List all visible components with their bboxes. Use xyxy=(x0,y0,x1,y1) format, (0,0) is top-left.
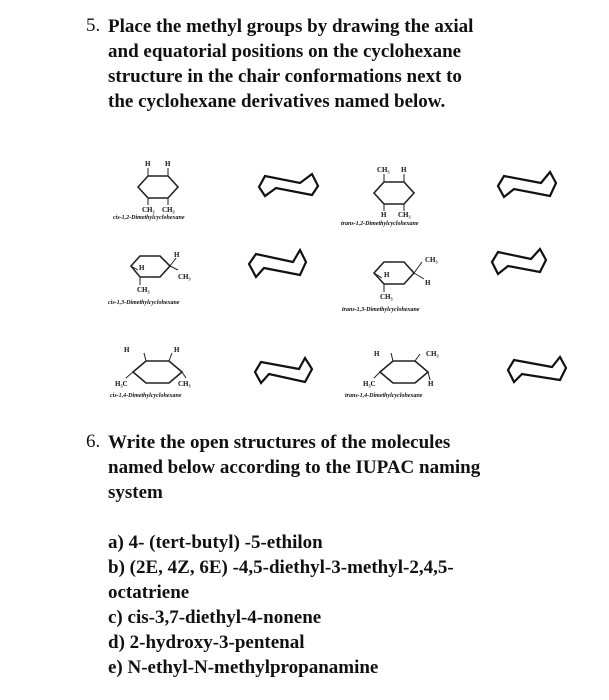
hexagon-ring xyxy=(374,262,414,284)
bond-line xyxy=(144,353,146,361)
bond-line xyxy=(126,372,133,378)
question-5-line: structure in the chair conformations next to xyxy=(108,66,462,87)
hexagon-ring xyxy=(133,361,182,383)
structure-caption: cis-1,2-Dimethylcyclohexane xyxy=(113,215,185,221)
list-item: d) 2-hydroxy-3-pentenal xyxy=(108,632,305,653)
list-item: a) 4- (tert-butyl) -5-ethilon xyxy=(108,532,323,553)
substituent-label: CH₃ xyxy=(426,350,439,358)
question-6-line: system xyxy=(108,482,163,503)
question-6-text xyxy=(108,430,480,505)
structure-trans-1-3 xyxy=(342,256,438,313)
substituent-label: H xyxy=(145,160,151,168)
bond-line xyxy=(169,353,172,361)
hexagon-ring xyxy=(131,256,170,277)
structure-caption: trans-1,2-Dimethylcyclohexane xyxy=(341,221,419,227)
substituent-label: CH₃ xyxy=(377,166,390,174)
substituent-label: CH₃ xyxy=(398,211,411,219)
substituent-label: H xyxy=(381,211,387,219)
structure-caption: trans-1,3-Dimethylcyclohexane xyxy=(342,307,420,313)
substituent-label: H xyxy=(124,346,130,354)
substituent-label: CH₃ xyxy=(380,293,393,301)
answer-list xyxy=(108,530,454,680)
bond-line xyxy=(414,273,424,279)
bond-line xyxy=(182,372,186,378)
structure-cis-1-4 xyxy=(110,346,191,399)
structure-trans-1-4 xyxy=(345,350,439,399)
list-item: b) (2E, 4Z, 6E) -4,5-diethyl-3-methyl-2,4,5- xyxy=(108,557,454,578)
substituent-label: H xyxy=(425,279,431,287)
bond-line xyxy=(391,353,393,361)
chair-conformation xyxy=(255,358,312,383)
substituent-label: CH₃ xyxy=(162,206,175,214)
question-5-line: and equatorial positions on the cyclohexane xyxy=(108,41,462,62)
question-5-number: 5. xyxy=(86,15,101,36)
list-item: e) N-ethyl-N-methylpropanamine xyxy=(108,657,379,678)
substituent-label: CH₃ xyxy=(178,380,191,388)
substituent-label: H xyxy=(428,380,434,388)
chair-conformation xyxy=(249,250,306,277)
list-item: octatriene xyxy=(108,582,190,603)
substituent-label: H xyxy=(174,251,180,259)
substituent-label: H xyxy=(384,271,390,279)
bond-line xyxy=(170,266,178,270)
structure-cis-1-3 xyxy=(108,251,191,306)
substituent-label: H xyxy=(401,166,407,174)
substituent-label: H xyxy=(374,350,380,358)
substituent-label: CH₃ xyxy=(142,206,155,214)
question-6-number: 6. xyxy=(86,431,101,452)
substituent-label: H₃C xyxy=(115,380,128,388)
chair-conformation xyxy=(259,174,318,196)
structure-caption: trans-1,4-Dimethylcyclohexane xyxy=(345,393,423,399)
hexagon-ring xyxy=(380,361,428,383)
substituent-label: CH₃ xyxy=(425,256,438,264)
hexagon-ring xyxy=(138,176,178,198)
substituent-label: CH₃ xyxy=(137,286,150,294)
chair-conformation xyxy=(508,357,566,382)
bond-line xyxy=(374,372,380,378)
bond-line xyxy=(414,262,422,273)
bond-line xyxy=(170,258,176,266)
substituent-label: H xyxy=(174,346,180,354)
question-5-line: the cyclohexane derivatives named below. xyxy=(108,91,446,112)
bond-line xyxy=(415,354,420,361)
substituent-label: H xyxy=(139,264,145,272)
chair-conformation xyxy=(498,172,556,197)
question-5-line: Place the methyl groups by drawing the axial xyxy=(108,16,474,37)
list-item: c) cis-3,7-diethyl-4-nonene xyxy=(108,607,322,628)
substituent-label: H xyxy=(165,160,171,168)
structure-cis-1-2 xyxy=(113,160,185,221)
bond-line xyxy=(428,372,430,380)
substituent-label: H₃C xyxy=(363,380,376,388)
structure-trans-1-2 xyxy=(341,166,419,227)
structure-caption: cis-1,4-Dimethylcyclohexane xyxy=(110,393,182,399)
chair-conformation xyxy=(492,249,546,274)
question-6-line: named below according to the IUPAC naming xyxy=(108,457,481,478)
structure-caption: cis-1,3-Dimethylcyclohexane xyxy=(108,300,180,306)
substituent-label: CH₃ xyxy=(178,273,191,281)
question-6-line: Write the open structures of the molecules xyxy=(108,432,451,453)
hexagon-ring xyxy=(374,182,414,204)
